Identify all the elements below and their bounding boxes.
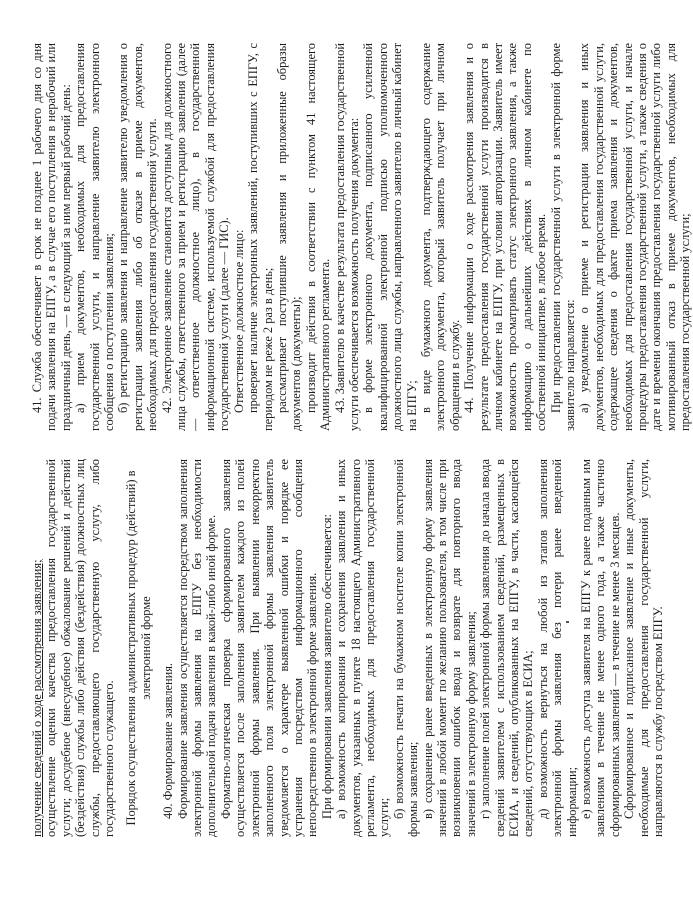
paragraph-l6: При формировании заявления заявителю обеспечивается: <box>319 514 334 819</box>
paragraph-l1: осуществление оценки качества предоставления государственной услуги; досудебное (внесудебное) обжалование решений и действий (бездействия) службы либо действия (бездействия) должностных лиц службы, предоставляющего государственную услугу, либо государственного служащего. <box>44 459 117 837</box>
paragraph-r3: 42. Электронное заявление становится доступным для должностного лица службы, ответственного за прием и регистрацию заявления (далее — ответственное должностное лицо), в государственной информационной системе, используемой службой для предоставления государственной услуги (далее — ГИС). <box>159 43 232 431</box>
paragraph-r5: проверяет наличие электронных заявлений, поступивших с ЕПГУ, с периодом не реже 2 раз в день; <box>246 43 275 431</box>
paragraph-r6: рассматривает поступившие заявления и приложенные образы документов (документы); <box>274 43 304 431</box>
paragraph-r9: в форме электронного документа, подписанного усиленной квалифицированной электронной подписью уполномоченного должностного лица службы, направленного заявителю в личный кабинет на ЕПГУ; <box>361 43 419 431</box>
paragraph-r11: 44. Получение информации о ходе рассмотрения заявления и о результате предоставления государственной услуги производится в личном кабинете на ЕПГУ, при условии авторизации. Заявитель имеет возможность просматривать статус электронного заявления, а также информацию о дальнейших действиях в личном кабинете по собственной инициативе, в любое время. <box>462 43 549 431</box>
paragraph-r13: а) уведомление о приеме и регистрации заявления и иных документов, необходимых для предоставления государственной услуги, содержащее сведения о факте приема заявления и документов, необходимых для предоставления государственной услуги, и начале процедуры предоставления государственной услуги, а также сведения о дате и времени окончания предоставления государственной услуги либо мотивированный отказ в приеме документов, необходимых для предоставления государственной услуги; <box>577 43 693 431</box>
paragraph-l9: в) сохранение ранее введенных в электронную форму заявления значений в любой момент по желанию пользователя, в том числе при возникновении ошибок ввода и возврате для повторного ввода значений в электронную форму заявления; <box>420 459 478 837</box>
paragraph-r8: 43. Заявителю в качестве результата предоставления государственной услуги обеспечивается возможность получения документа: <box>332 43 361 431</box>
paragraph-r0: 41. Служба обеспечивает в срок не позднее 1 рабочего дня со дня подачи заявления на ЕПГУ, а в случае его поступления в нерабочий или праздничный день, — в следующий за ним первый рабочий день: <box>30 43 73 431</box>
paragraph-r12: При предоставлении государственной услуги в электронной форме заявителю направляется: <box>548 43 578 431</box>
paragraph-l7: а) возможность копирования и сохранения заявления и иных документов, указанных в пункте 18 настоящего Административного регламента, необходимых для предоставления государственной услуги; <box>334 459 392 837</box>
paragraph-l8: б) возможность печати на бумажном носителе копии электронной формы заявления; <box>391 459 421 837</box>
paragraph-l5: Форматно-логическая проверка сформированного заявления осуществляется после заполнения заявителем каждого из полей электронной формы заявления. При выявлении некорректно заполненного поля электронной формы заявления заявитель уведомляется о характере выявленной ошибки и порядке ее устранения посредством информационного сообщения непосредственно в электронной форме заявления. <box>218 459 320 837</box>
left-column <box>30 459 666 837</box>
scan-speck <box>566 621 569 623</box>
paragraph-r10: в виде бумажного документа, подтверждающего содержание электронного документа, который заявитель получает при личном обращении в службу. <box>418 43 462 431</box>
paragraph-r1: а) прием документов, необходимых для предоставления государственной услуги, и направление заявителю электронного сообщения о поступлении заявления; <box>73 43 117 431</box>
paragraph-l13: Сформированное и подписанное заявление и иные документы, необходимые для предоставления государственной услуги, направляются в службу посредством ЕПГУ. <box>622 459 666 837</box>
paragraph-r4: Ответственное должностное лицо: <box>231 229 246 413</box>
paragraph-l0: получение сведений о ходе рассмотрения заявления; <box>30 559 44 837</box>
paragraph-l11: д) возможность вернуться на любой из этапов заполнения электронной формы заявления без потери ранее введенной информации; <box>535 459 579 837</box>
paragraph-l3: 40. Формирование заявления. <box>161 662 176 819</box>
paragraph-r2: б) регистрацию заявления и направление заявителю уведомления о регистрации заявления либо об отказе в приеме документов, необходимых для предоставления государственной услуги. <box>116 43 160 431</box>
paragraph-l10: г) заполнение полей электронной формы заявления до начала ввода сведений заявителем с использованием сведений, размещенных в ЕСИА, и сведений, опубликованных на ЕПГУ, в части, касающейся сведений, отсутствующих в ЕСИА; <box>478 459 536 837</box>
paragraph-l2: Порядок осуществления административных процедур (действий) в электронной форме <box>124 470 153 826</box>
right-column <box>30 43 693 431</box>
paragraph-r7: производит действия в соответствии с пунктом 41 настоящего Административного регламента. <box>303 43 333 431</box>
paragraph-l4: Формирование заявления осуществляется посредством заполнения электронной формы заявления на ЕПГУ без необходимости дополнительной подачи заявления в какой-либо иной форме. <box>175 459 219 837</box>
paragraph-l12: е) возможность доступа заявителя на ЕПГУ к ранее поданным им заявлениям в течение не менее одного года, а также частично сформированных заявлений — в течение не менее 3 месяцев. <box>579 459 622 837</box>
